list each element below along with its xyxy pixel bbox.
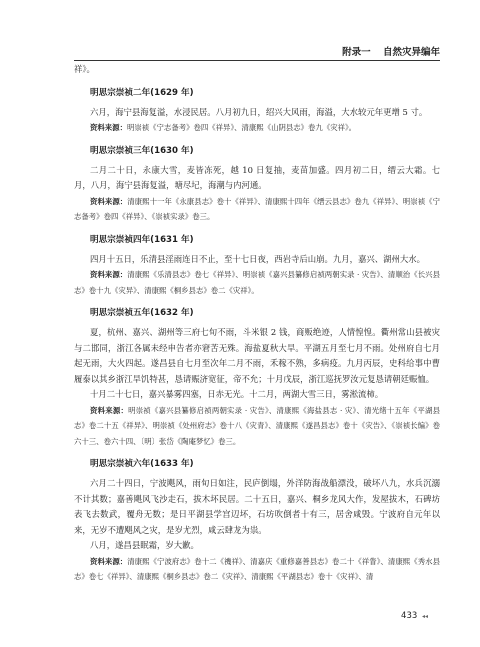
- header-title: 自然灾异编年: [382, 47, 440, 58]
- source-label: 资料来源：: [90, 123, 127, 132]
- body-paragraph: 八月，遂昌县眠霜，岁大歉。: [90, 540, 199, 550]
- source-note: [74, 194, 440, 225]
- sections: [74, 87, 440, 585]
- source-note: [74, 403, 440, 450]
- body-paragraph: 六月，海宁县海复溢，水浸民居。八月初九日，绍兴大风雨，海溢，大水较元年更增 5 寸。: [90, 106, 428, 117]
- source-text: 明崇祯《嘉兴县纂修启祯两朝实录 · 灾告》、清康熙《海盐县志 · 灾》、清光绪十五年《平湖县志》卷二十五《祥异》、明崇祯《处州府志》卷十八《灾青》、清康熙《遂昌县志》卷十《灾告》、《崇祯长编》卷六十三、卷六十四、〔明〕张岱《陶庵梦忆》卷三。: [74, 405, 440, 446]
- source-text: 清康熙十一年《永康县志》卷十《祥异》、清康熙十四年《缙云县志》卷九《祥异》、明崇祯《宁志备考》卷四《祥异》、《崇祯实录》卷三。: [74, 196, 440, 221]
- source-text: 清康熙《宁波府志》卷十二《禨祥》、清嘉庆《重修嘉善县志》卷二十《祥眚》、清康熙《秀水县志》卷七《祥异》、清康熙《桐乡县志》卷二《灾祥》、清康熙《平湖县志》卷十《灾祥》、清: [74, 556, 440, 581]
- source-text: 明崇祯《宁志备考》卷四《祥异》、清康熙《山阴县志》卷九《灾祥》。: [126, 123, 357, 132]
- source-label: 资料来源：: [90, 196, 128, 206]
- header-rule: [74, 60, 440, 61]
- section-heading: 明思宗崇祯四年(1631 年): [90, 234, 194, 245]
- source-label: 资料来源：: [90, 405, 129, 415]
- continued-text: 祥》。: [74, 64, 95, 74]
- body-paragraph: 四月十五日，乐清县淫雨连日不止，至十七日夜，西岩寺后山崩。九月，嘉兴、湖州大水。: [90, 253, 425, 264]
- page-footer: [401, 611, 428, 621]
- body-paragraph: 二月二十日，永康大雪，麦皆冻死，越 10 日复抽，麦苗加盛。四月初二日，缙云大霜。七月，八月，海宁县海复溢，塘尽圮，海潮与内河通。: [74, 164, 440, 190]
- page-content: [74, 62, 440, 585]
- section-heading: 明思宗崇祯五年(1632 年): [90, 308, 194, 318]
- page-number-decoration: ◂◂: [421, 613, 428, 620]
- source-label: 资料来源：: [90, 270, 128, 279]
- body-paragraph: 十月二十七日，嘉兴暴雾四塞，日赤无光。十二月，两湖大雪三日，雾淞流柿。: [90, 389, 384, 399]
- source-note: [74, 267, 440, 298]
- page-header: [342, 44, 440, 58]
- page-number: 433: [401, 611, 418, 621]
- source-note: [74, 554, 440, 585]
- section-heading: 明思宗崇祯六年(1633 年): [90, 459, 194, 469]
- header-chapter: 附录一: [342, 47, 371, 58]
- source-note: [74, 120, 440, 136]
- source-label: 资料来源：: [90, 556, 128, 566]
- body-paragraph: 夏，杭州、嘉兴、湖州等三府七旬不雨，斗米银 2 钱，商贩绝迹，人情惶惶。衢州常山县被灾与二邯同，浙江各属未经申告者亦窘苦无殊。海盐夏秋大旱。平湖五月至七月不雨。处州府自七月起无雨，大火四起。遂昌县自七月至次年二月不雨，禾稼不熟，多病疫。九月丙辰，史科给事中曹履泰以其乡浙江旱饥特甚，恳请赈济宽征，帝不允；十月戊辰，浙江巡抚罗汝元复恳请朝廷赈恤。: [74, 327, 440, 384]
- section-heading: 明思宗崇祯二年(1629 年): [90, 87, 194, 98]
- source-text: 清康熙《乐清县志》卷七《祥异》、明崇祯《嘉兴县纂修启祯两朝实录 · 灾告》、清顺治《长兴县志》卷十九《灾异》、清康熙《桐乡县志》卷二《灾祥》。: [74, 270, 440, 295]
- section-heading: 明思宗崇祯三年(1630 年): [90, 145, 194, 156]
- body-paragraph: 六月二十四日，宁波飓风，雨旬日如注，民庐倒塌，外洋防海战船漂没，破坏八九，水兵沉溺不计其数；嘉善飓风飞沙走石，拔木坏民居。二十五日，嘉兴、桐乡龙风大作，发屋拔木，石碑坊表飞去数武，覆舟无数；是日平湖县学宫辺坏，石坊吹倒者十有三，居舍咸毁。宁波府自元年以来，无岁不遭飓风之灾，是岁尤烈，咸云肆龙为祟。: [74, 478, 440, 535]
